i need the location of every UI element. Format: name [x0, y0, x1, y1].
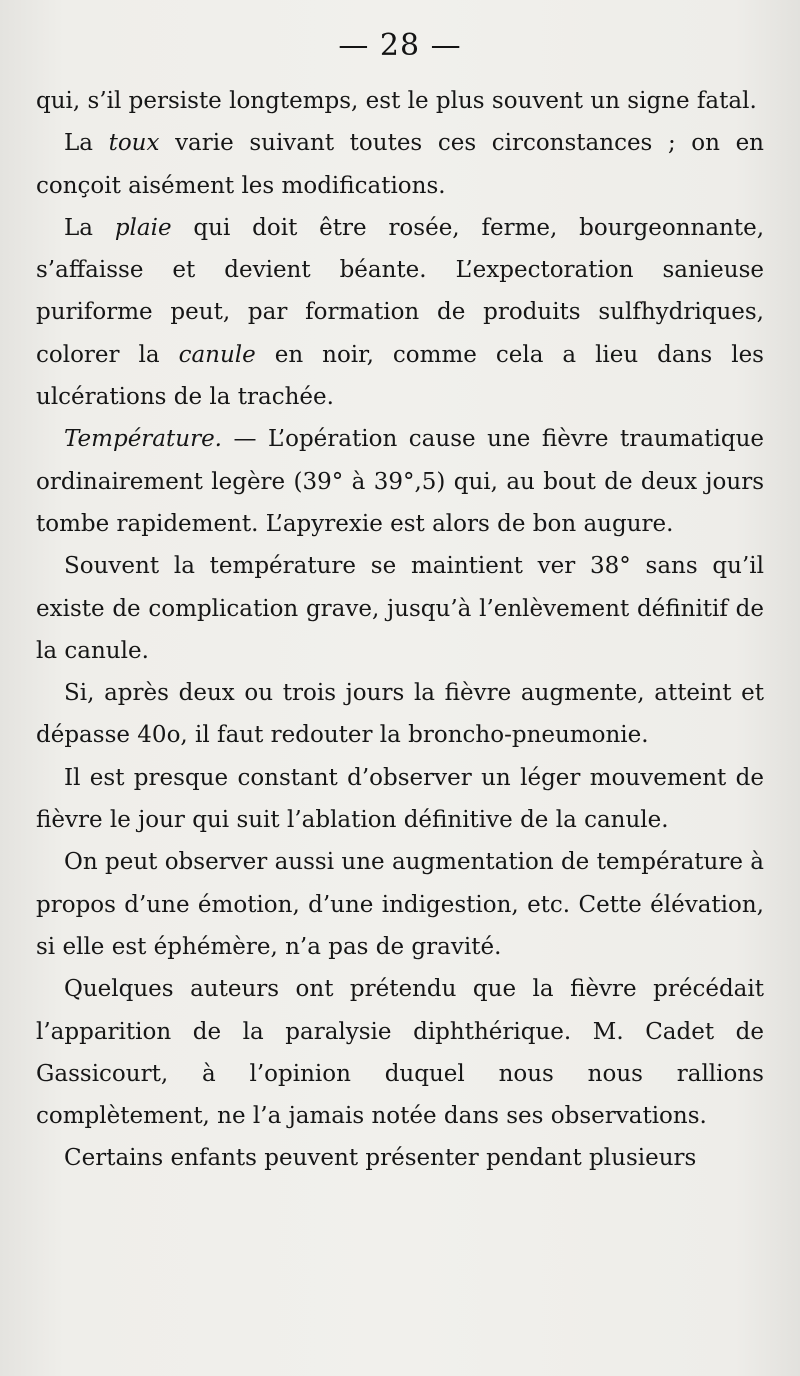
text-run: qui doit être rosée, ferme, bourgeonnante, s’affaisse et devient béante. L’expectoration sanieuse puriforme peut, par formation de produits sulfhydriques, colorer la — [36, 214, 765, 368]
paragraph-on-peut — [36, 841, 764, 968]
body-text — [36, 80, 764, 1180]
paragraph-si-apres — [36, 672, 764, 757]
text-run: varie suivant toutes ces circonstances ; on en conçoit aisément les modifications. — [36, 130, 764, 199]
paragraph-quelques-auteurs — [36, 968, 764, 1137]
italic-term-plaie: plaie — [114, 214, 172, 241]
paragraph-il-est — [36, 757, 764, 842]
text-run: — L’opération cause une fièvre traumatique ordinairement legère (39° à 39°,5) qui, au bout de deux jours tombe rapidement. L’apyrexie est alors de bon augure. — [36, 426, 764, 537]
paragraph-continuation — [36, 80, 764, 122]
paragraph-plaie — [36, 207, 764, 418]
text-run: Quelques auteurs ont prétendu que la fièvre précédait l’apparition de la paralysie diphthérique. M. Cadet de Gassicourt, à l’opinion duquel nous nous rallions complètement, ne l’a jamais notée dans ses observations. — [36, 976, 764, 1130]
italic-term-canule: canule — [178, 341, 256, 368]
page-number: — 28 — — [338, 28, 462, 63]
paragraph-certains-enfants — [36, 1137, 764, 1179]
text-run: La — [64, 130, 109, 157]
text-run: On peut observer aussi une augmentation de température à propos d’une émotion, d’une indigestion, etc. Cette élévation, si elle est éphémère, n’a pas de gravité. — [36, 849, 764, 960]
italic-term-toux: toux — [108, 130, 160, 157]
text-run: Certains enfants peuvent présenter pendant plusieurs — [64, 1145, 697, 1172]
text-run: qui, s’il persiste longtemps, est le plus souvent un signe fatal. — [36, 88, 757, 114]
italic-heading-temperature: Température. — [64, 426, 222, 453]
paragraph-temperature — [36, 418, 764, 545]
paragraph-toux — [36, 122, 764, 207]
text-run: Il est presque constant d’observer un léger mouvement de fièvre le jour qui suit l’ablation définitive de la canule. — [36, 764, 764, 834]
paragraph-souvent — [36, 545, 764, 672]
text-run: Souvent la température se maintient ver 38° sans qu’il existe de complication grave, jusqu’à l’enlèvement définitif de la canule. — [36, 553, 764, 664]
text-run: en noir, comme cela a lieu dans les ulcérations de la trachée. — [36, 341, 764, 411]
text-run: Si, après deux ou trois jours la fièvre augmente, atteint et dépasse 40o, il faut redouter la broncho-pneumonie. — [36, 680, 764, 749]
text-run: La — [64, 214, 115, 241]
